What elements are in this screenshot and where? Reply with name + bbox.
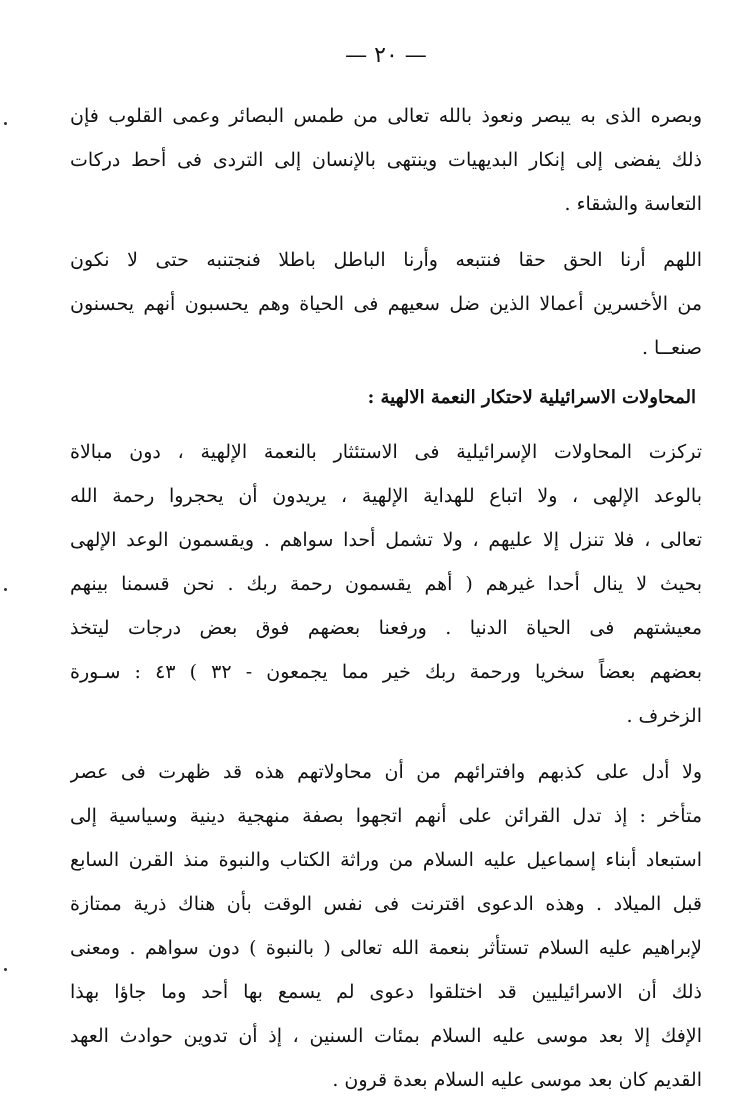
- text-line: ولا أدل على كذبهم وافترائهم من أن محاولاتهم هذه قد ظهرت فى عصر: [70, 761, 702, 783]
- text-line: القديم كان بعد موسى عليه السلام بعدة قرون .: [332, 1069, 702, 1091]
- text-line: الإفك إلا بعد موسى عليه السلام بمئات السنين ، إذ أن تدوين حوادث العهد: [70, 1025, 702, 1047]
- text-line: من الأخسرين أعمالا الذين ضل سعيهم فى الحياة وهم يحسبون أنهم يحسنون: [70, 293, 702, 315]
- paragraph-3: [70, 430, 702, 738]
- text-line: التعاسة والشقاء .: [564, 193, 702, 215]
- text-line: لإبراهيم عليه السلام تستأثر بنعمة الله تعالى ( بالنبوة ) دون سواهم . ومعنى: [70, 937, 702, 959]
- text-line: متأخر : إذ تدل القرائن على أنهم اتجهوا بصفة منهجية دينية وسياسية إلى: [70, 805, 702, 827]
- page-number: — ٢٠ —: [345, 43, 427, 68]
- scan-speck: [4, 968, 7, 971]
- text-line: بحيث لا ينال أحدا غيرهم ( أهم يقسمون رحمة ربك . نحن قسمنا بينهم: [70, 573, 702, 595]
- text-line: صنعــا .: [641, 337, 702, 359]
- scan-speck: [4, 122, 7, 125]
- text-line: الزخرف .: [626, 705, 702, 727]
- text-line: ذلك أن الاسرائيليين قد اختلقوا دعوى لم يسمع بها أحد وما جاؤا بهذا: [70, 981, 702, 1003]
- text-line: استبعاد أبناء إسماعيل عليه السلام من وراثة الكتاب والنبوة منذ القرن السابع: [70, 849, 702, 871]
- paragraph-gap: [70, 226, 702, 238]
- text-line: معيشتهم فى الحياة الدنيا . ورفعنا بعضهم فوق بعض درجات ليتخذ: [70, 617, 702, 639]
- text-line: تعالى ، فلا تنزل إلا عليهم ، ولا تشمل أحدا سواهم . ويقسمون الوعد الإلهى: [70, 529, 702, 551]
- text-line: وبصره الذى به يبصر ونعوذ بالله تعالى من طمس البصائر وعمى القلوب فإن: [70, 105, 702, 127]
- paragraph-2: [70, 238, 702, 370]
- text-line: قبل الميلاد . وهذه الدعوى اقترنت فى نفس الوقت بأن هناك ذرية ممتازة: [70, 893, 702, 915]
- text-line: ذلك يفضى إلى إنكار البديهيات وينتهى بالإنسان إلى التردى فى أحط دركات: [70, 149, 702, 171]
- text-line: تركزت المحاولات الإسرائيلية فى الاستئثار بالنعمة الإلهية ، دون مبالاة: [70, 441, 702, 463]
- text-line: بعضهم بعضاً سخريا ورحمة ربك خير مما يجمعون - ٣٢ ) ٤٣ : سـورة: [70, 661, 702, 683]
- paragraph-4: [70, 750, 702, 1102]
- scan-speck: [4, 588, 7, 591]
- paragraph-gap: [70, 738, 702, 750]
- text-line: بالوعد الإلهى ، ولا اتباع للهداية الإلهية ، يريدون أن يحجروا رحمة الله: [70, 485, 702, 507]
- section-heading: المحاولات الاسرائيلية لاحتكار النعمة الالهية :: [367, 387, 696, 408]
- text-line: اللهم أرنا الحق حقا فنتبعه وأرنا الباطل باطلا فنجتنبه حتى لا نكون: [70, 249, 702, 271]
- paragraph-1: [70, 94, 702, 226]
